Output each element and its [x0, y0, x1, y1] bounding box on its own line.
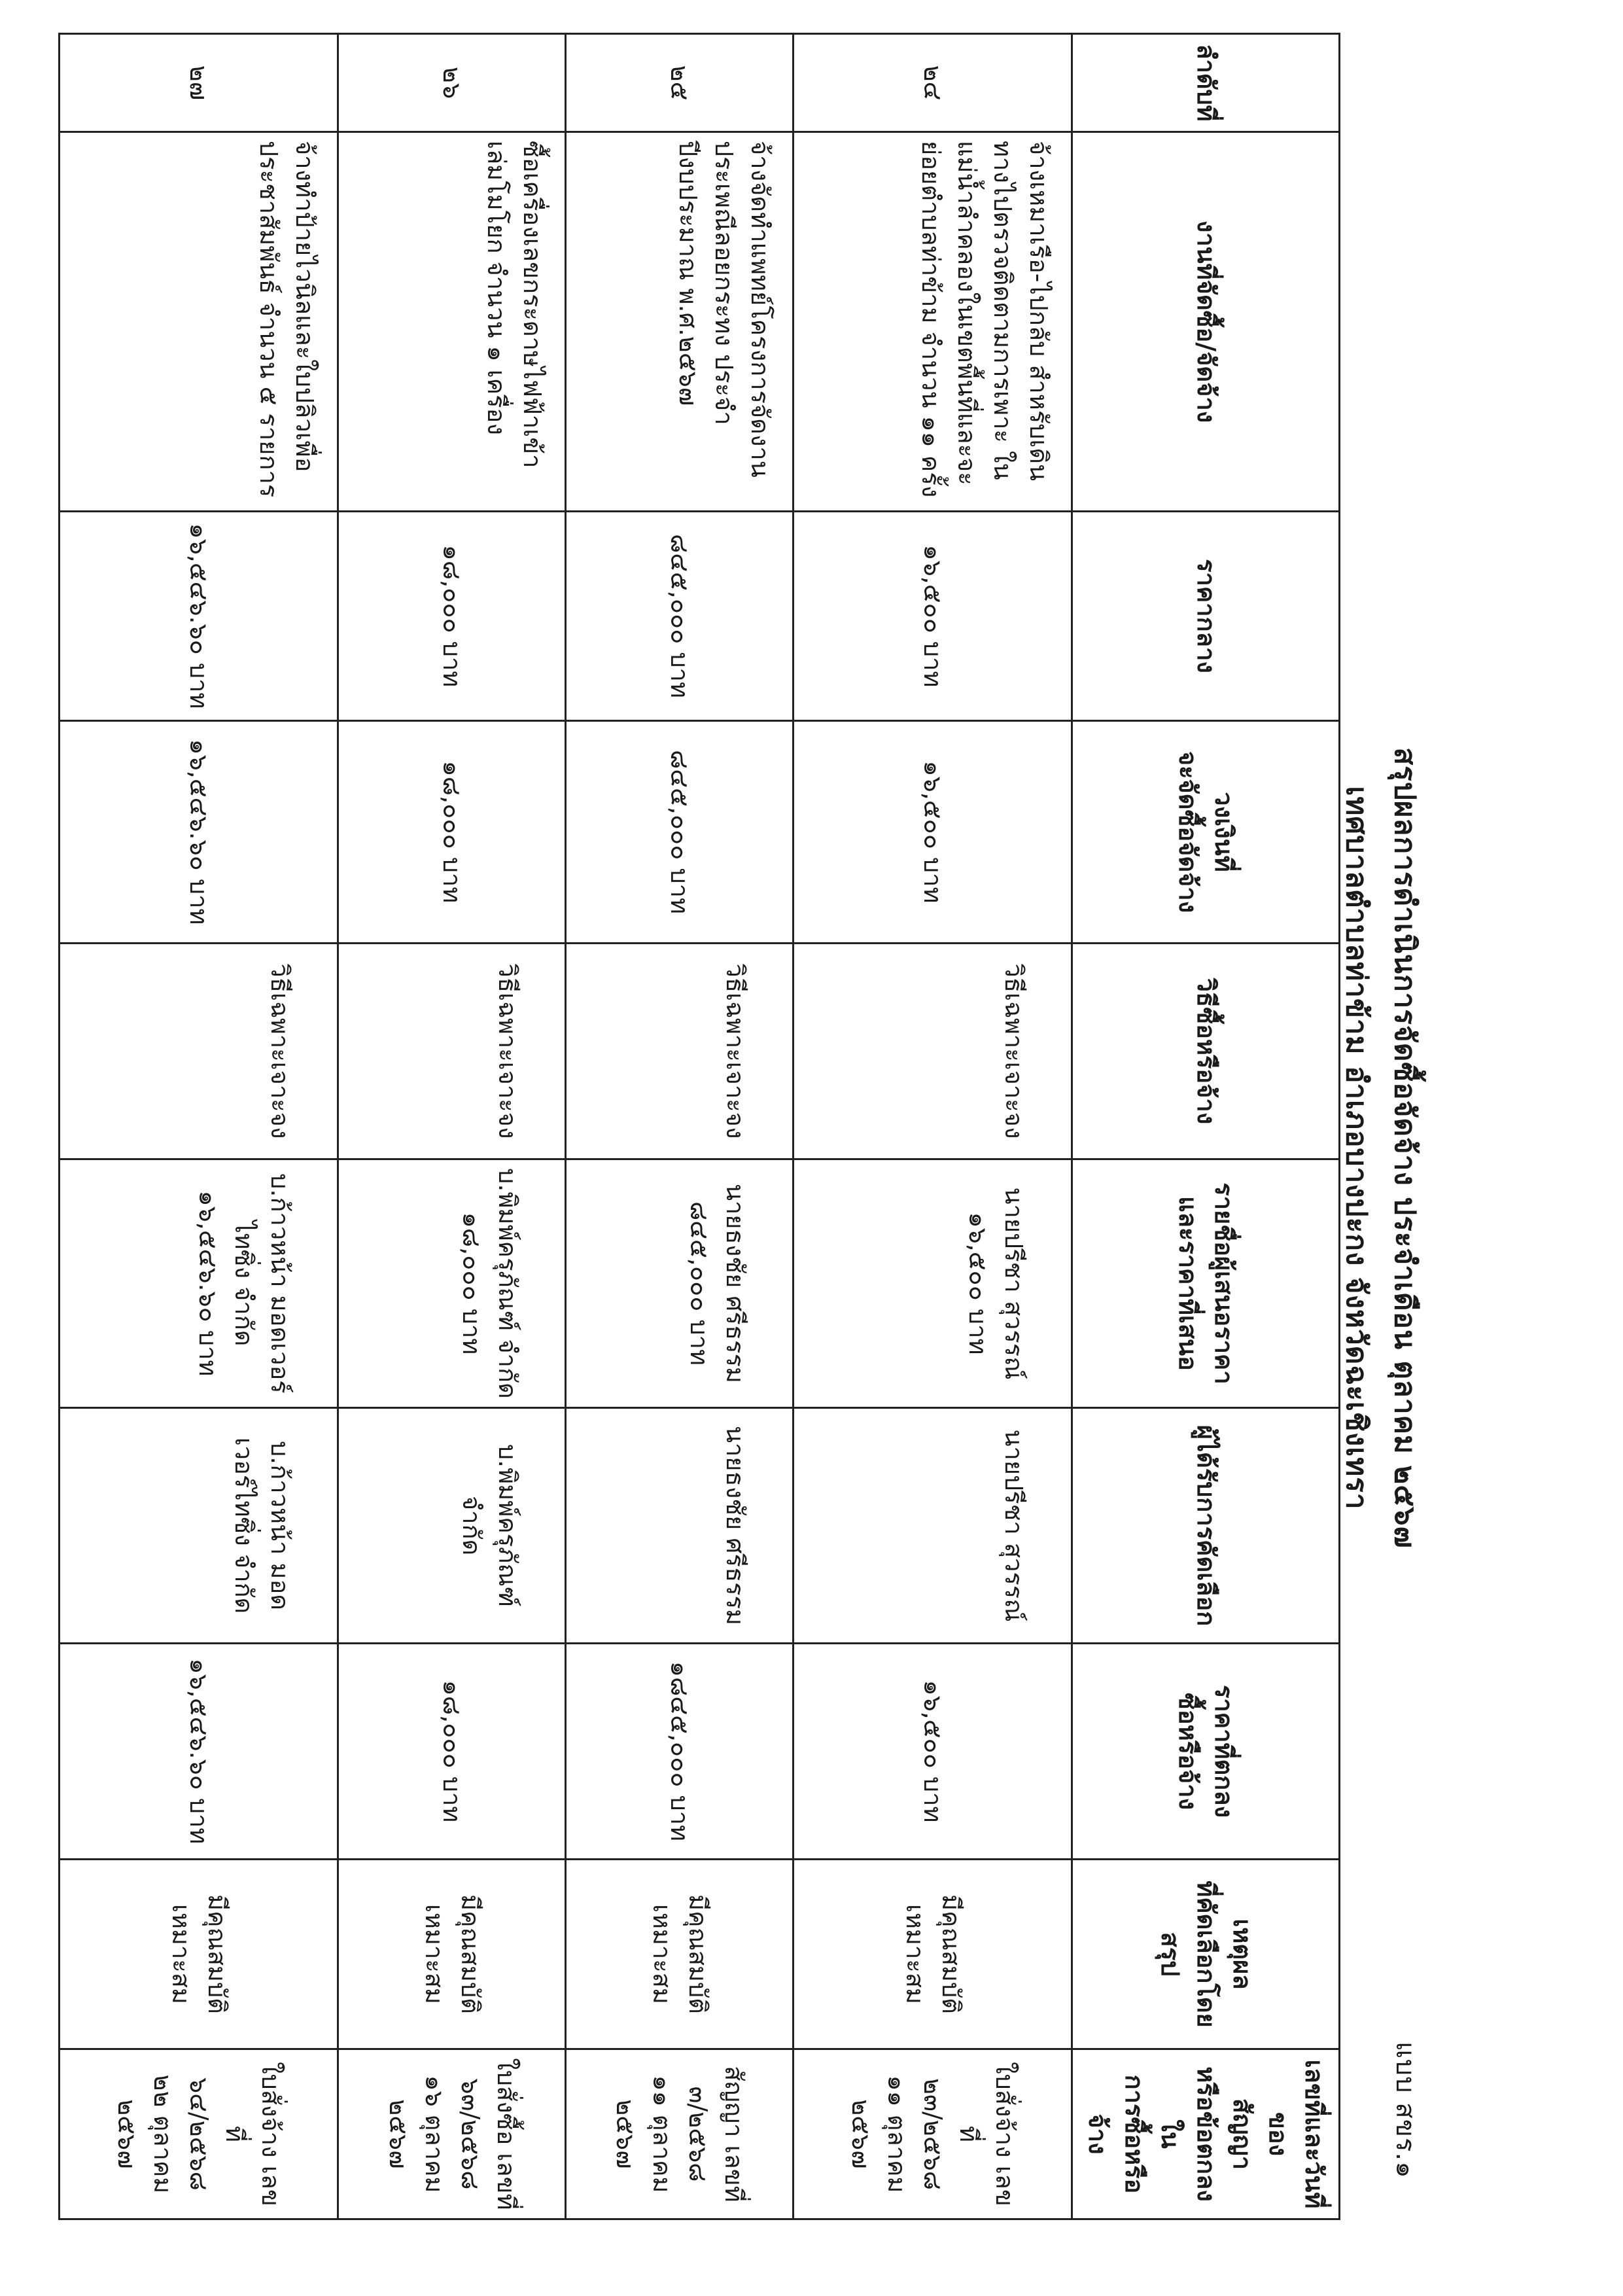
table-row — [793, 34, 1072, 2219]
header-cell-item: งานที่จัดซื้อ/จัดจ้าง — [1072, 132, 1340, 512]
cell-winner: บ.พิมพ์ครุภัณฑ์ จำกัด — [338, 1408, 566, 1644]
cell-contract: สัญญา เลขที่ ๓/๒๕๖๘ ๑๑ ตุลาคม ๒๕๖๗ — [566, 2049, 794, 2219]
document-subtitle: เทศบาลตำบลท่าข้าม อำเภอบางปะกง จังหวัดฉะเชิงเทรา — [1340, 786, 1373, 1510]
table-row — [566, 34, 794, 2219]
cell-agreed-price: ๑๘,๐๐๐ บาท — [338, 1644, 566, 1860]
cell-reason: มีคุณสมบัติ เหมาะสม — [338, 1860, 566, 2049]
cell-contract: ใบสั่งจ้าง เลขที่ ๖๔/๒๕๖๘ ๒๒ ตุลาคม ๒๕๖๗ — [60, 2049, 338, 2219]
header-cell-no: ลำดับที่ — [1072, 34, 1340, 132]
cell-bidders: นายปรีชา สุวรรณ์ ๑๖,๕๐๐ บาท — [793, 1159, 1072, 1408]
cell-method: วิธีเฉพาะเจาะจง — [566, 944, 794, 1159]
cell-budget: ๑๖,๕๔๖.๖๐ บาท — [60, 721, 338, 944]
cell-no: ๒๗ — [60, 34, 338, 132]
cell-budget: ๑๖,๕๐๐ บาท — [793, 721, 1072, 944]
form-code: แบบ สขร.๑ — [1390, 2041, 1420, 2179]
cell-bidders: นายธงชัย ศรีธรรม ๘๔๕,๐๐๐ บาท — [566, 1159, 794, 1408]
cell-method: วิธีเฉพาะเจาะจง — [60, 944, 338, 1159]
header-cell-median-price: ราคากลาง — [1072, 512, 1340, 721]
header-cell-method: วิธีซื้อหรือจ้าง — [1072, 944, 1340, 1159]
cell-item: จ้างเหมาเรือ-ไปกลับ สำหรับเดินทางไปตรวจติดตามการเพาะ ในแม่น้ำลำคลองในเขตพื้นที่และจะย่อยตำบลท่าข้าม จำนวน ๑๑ ครั้ง — [793, 132, 1072, 512]
cell-reason: มีคุณสมบัติ เหมาะสม — [60, 1860, 338, 2049]
cell-reason: มีคุณสมบัติ เหมาะสม — [566, 1860, 794, 2049]
cell-method: วิธีเฉพาะเจาะจง — [338, 944, 566, 1159]
cell-contract: ใบสั่งซื้อ เลขที่ ๖๓/๒๕๖๘ ๑๖ ตุลาคม ๒๕๖๗ — [338, 2049, 566, 2219]
cell-no: ๒๕ — [566, 34, 794, 132]
header-cell-contract: เลขที่และวันที่ของ สัญญา หรือข้อตกลงใน การซื้อหรือจ้าง — [1072, 2049, 1340, 2219]
cell-bidders: บ.พิมพ์ครุภัณฑ์ จำกัด ๑๘,๐๐๐ บาท — [338, 1159, 566, 1408]
cell-budget: ๑๘,๐๐๐ บาท — [338, 721, 566, 944]
cell-item: จ้างจัดทำแพทย์โครงการจัดงานประเพณีลอยกระทง ประจำปีงบประมาณ พ.ศ.๒๕๖๗ — [566, 132, 794, 512]
cell-item: ซื้อเครื่องเลขกระดาษไฟฟ้าเข้าเล่มโมโยก จำนวน ๑ เครื่อง — [338, 132, 566, 512]
header-cell-budget: วงเงินที่ จะจัดซื้อจัดจ้าง — [1072, 721, 1340, 944]
cell-reason: มีคุณสมบัติ เหมาะสม — [793, 1860, 1072, 2049]
cell-no: ๒๔ — [793, 34, 1072, 132]
cell-winner: นายธงชัย ศรีธรรม — [566, 1408, 794, 1644]
header-cell-bidders: รายชื่อผู้เสนอราคา และราคาที่เสนอ — [1072, 1159, 1340, 1408]
cell-item: จ้างทำป้ายไวนิลและใบปลิวเพื่อประชาสัมพันธ์ จำนวน ๕ รายการ — [60, 132, 338, 512]
cell-agreed-price: ๑๖,๕๔๖.๖๐ บาท — [60, 1644, 338, 1860]
header-cell-reason: เหตุผล ที่คัดเลือกโดย สรุป — [1072, 1860, 1340, 2049]
cell-method: วิธีเฉพาะเจาะจง — [793, 944, 1072, 1159]
header-row — [1072, 34, 1340, 2219]
cell-bidders: บ.ก้าวหน้า มอดเวอร์ไทซิ่ง จำกัด ๑๖,๕๔๖.๖๐ บาท — [60, 1159, 338, 1408]
cell-no: ๒๖ — [338, 34, 566, 132]
cell-median-price: ๑๖,๕๔๖.๖๐ บาท — [60, 512, 338, 721]
cell-median-price: ๑๖,๕๐๐ บาท — [793, 512, 1072, 721]
cell-median-price: ๘๔๕,๐๐๐ บาท — [566, 512, 794, 721]
table-row — [338, 34, 566, 2219]
header-cell-agreed-price: ราคาที่ตกลง ซื้อหรือจ้าง — [1072, 1644, 1340, 1860]
document-title: สรุปผลการดำเนินการจัดซื้อจัดจ้าง ประจำเดือน ตุลาคม ๒๕๖๗ — [1388, 747, 1422, 1549]
cell-winner: นายปรีชา สุวรรณ์ — [793, 1408, 1072, 1644]
cell-budget: ๘๔๕,๐๐๐ บาท — [566, 721, 794, 944]
cell-contract: ใบสั่งจ้าง เลขที่ ๒๓/๒๕๖๘ ๑๑ ตุลาคม ๒๕๖๗ — [793, 2049, 1072, 2219]
cell-winner: บ.ก้าวหน้า มอดเวอร์ไทซิ่ง จำกัด — [60, 1408, 338, 1644]
table-row — [60, 34, 338, 2219]
header-cell-winner: ผู้ได้รับการคัดเลือก — [1072, 1408, 1340, 1644]
cell-agreed-price: ๑๘๔๕,๐๐๐ บาท — [566, 1644, 794, 1860]
procurement-table — [58, 33, 1340, 2220]
cell-agreed-price: ๑๖,๕๐๐ บาท — [793, 1644, 1072, 1860]
cell-median-price: ๑๘,๐๐๐ บาท — [338, 512, 566, 721]
